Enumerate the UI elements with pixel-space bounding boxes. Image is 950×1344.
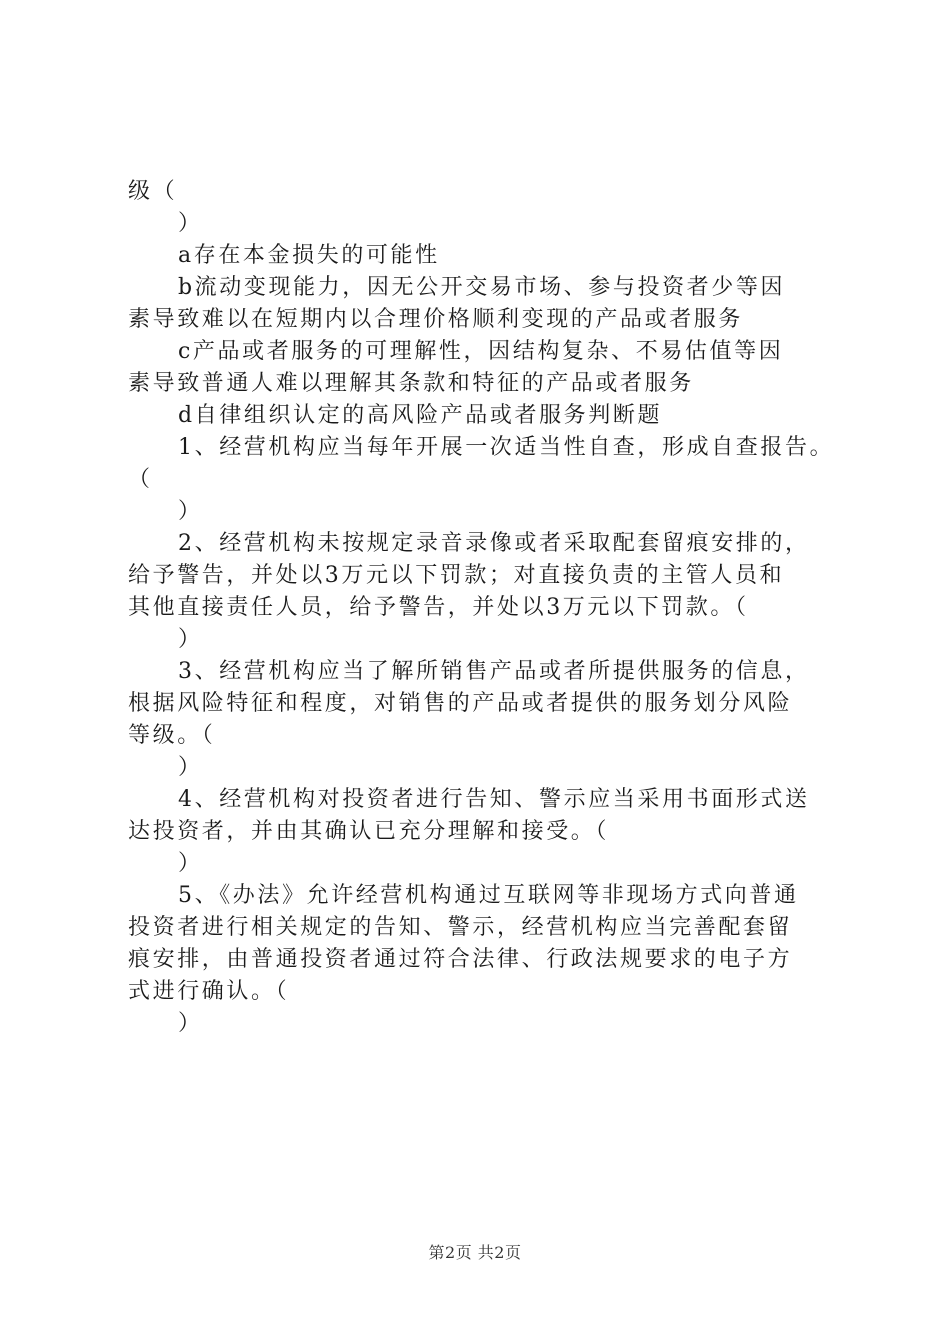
- text-line: 素导致普通人难以理解其条款和特征的产品或者服务: [128, 371, 694, 396]
- text-line: b流动变现能力，因无公开交易市场、参与投资者少等因: [178, 275, 786, 300]
- text-line: d自律组织认定的高风险产品或者服务判断题: [178, 403, 663, 428]
- text-line: 3、经营机构应当了解所销售产品或者所提供服务的信息，: [178, 659, 810, 684]
- text-line: 给予警告，并处以3万元以下罚款；对直接负责的主管人员和: [128, 563, 785, 588]
- text-line: 等级。（: [128, 723, 216, 748]
- text-line: c产品或者服务的可理解性，因结构复杂、不易估值等因: [178, 339, 784, 364]
- text-line: 达投资者，并由其确认已充分理解和接受。（: [128, 819, 610, 844]
- text-line: 级（: [128, 179, 178, 204]
- text-line: 式进行确认。（: [128, 979, 290, 1004]
- text-line: ）: [178, 1011, 203, 1036]
- text-line: 痕安排，由普通投资者通过符合法律、行政法规要求的电子方: [128, 947, 793, 972]
- text-line: ）: [178, 851, 203, 876]
- text-line: 2、经营机构未按规定录音录像或者采取配套留痕安排的，: [178, 531, 810, 556]
- text-line: ）: [178, 755, 203, 780]
- text-line: 1、经营机构应当每年开展一次适当性自查，形成自查报告。: [178, 435, 835, 460]
- text-line: ）: [178, 499, 203, 524]
- text-line: 素导致难以在短期内以合理价格顺利变现的产品或者服务: [128, 307, 744, 332]
- page-footer: 第2页 共2页: [428, 1243, 522, 1262]
- text-line: 4、经营机构对投资者进行告知、警示应当采用书面形式送: [178, 787, 810, 812]
- text-line: ）: [178, 211, 203, 236]
- document-body: [128, 176, 836, 1040]
- text-line: a存在本金损失的可能性: [178, 243, 440, 268]
- text-line: 投资者进行相关规定的告知、警示，经营机构应当完善配套留: [128, 915, 793, 940]
- text-line: （: [128, 467, 153, 492]
- text-line: 根据风险特征和程度，对销售的产品或者提供的服务划分风险: [128, 691, 793, 716]
- text-line: 其他直接责任人员，给予警告，并处以3万元以下罚款。（: [128, 595, 749, 620]
- text-line: ）: [178, 627, 203, 652]
- text-line: 5、《办法》允许经营机构通过互联网等非现场方式向普通: [178, 883, 799, 908]
